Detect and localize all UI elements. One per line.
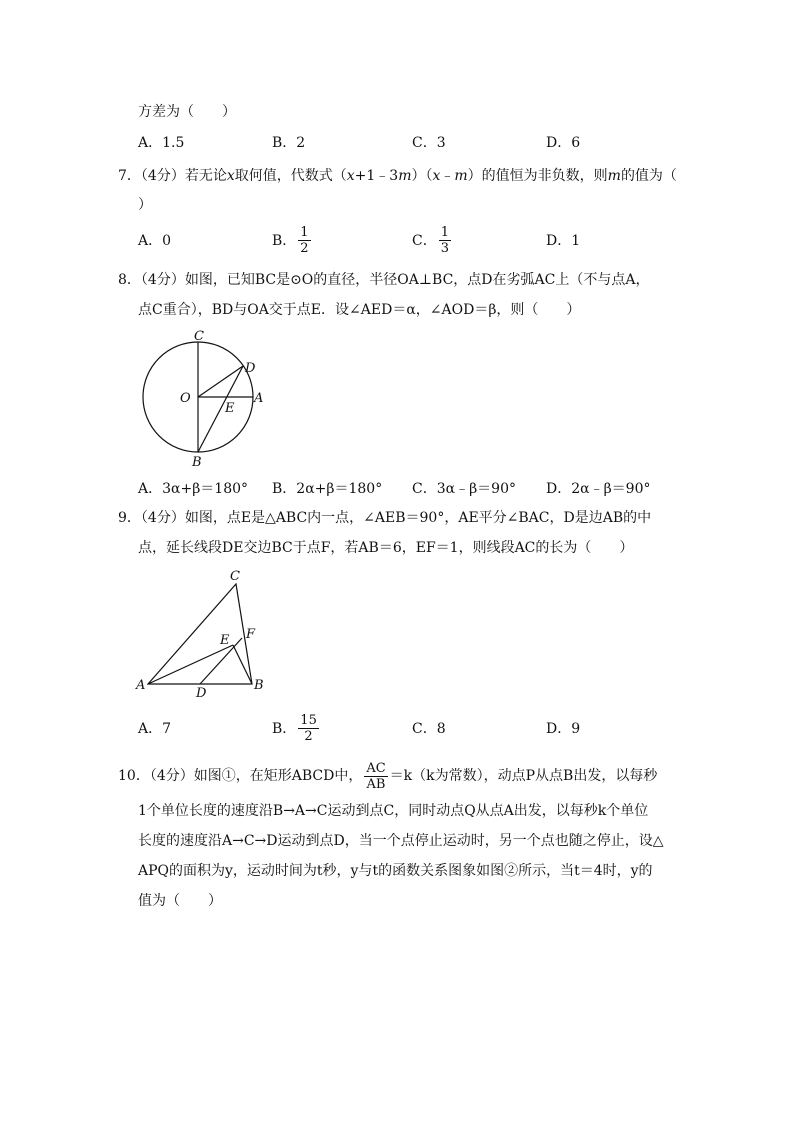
segment-od bbox=[198, 366, 243, 397]
q8-circle-figure bbox=[130, 326, 270, 472]
label-c: C bbox=[230, 569, 240, 584]
fraction: $\frac{AC}{AB}$ bbox=[366, 760, 386, 792]
fraction: $\frac{1}{2}$ bbox=[300, 224, 309, 256]
label-a: A bbox=[136, 678, 146, 693]
label-a: A bbox=[254, 391, 264, 406]
q9-option-d[interactable]: D．9 bbox=[546, 721, 581, 737]
label-o: O bbox=[180, 391, 191, 406]
fraction: $\frac{1}{3}$ bbox=[440, 224, 449, 256]
q8-options bbox=[138, 470, 698, 506]
label-d: D bbox=[245, 361, 256, 376]
label-c: C bbox=[194, 329, 204, 344]
label-b: B bbox=[254, 678, 264, 693]
q9-stem-line1: 9．（4分）如图，点E是△ABC内一点，∠AEB＝90°，AE平分∠BAC，D是边AB的中 bbox=[118, 510, 652, 526]
q10-stem-line1: 10．（4分）如图①，在矩形ABCD中， $\frac{AC}{AB}$ ＝k（k为常数），动点P从点B出发，以每秒 bbox=[118, 760, 658, 792]
q8-option-b[interactable]: B．2α+β＝180° bbox=[272, 481, 383, 497]
q8-stem-line2: 点C重合），BD与OA交于点E．设∠AED＝α，∠AOD＝β，则（ ） bbox=[138, 302, 581, 318]
q7-stem-line1: 7．（4分）若无论x取何值，代数式（x+1﹣3m）（x﹣m）的值恒为非负数，则m的值为（ bbox=[118, 168, 677, 184]
q7-option-b[interactable]: B． $\frac{1}{2}$ bbox=[272, 224, 309, 256]
label-b: B bbox=[192, 455, 202, 470]
fraction: $\frac{15}{2}$ bbox=[300, 712, 317, 744]
q6-option-b[interactable]: B．2 bbox=[272, 135, 306, 151]
q10-stem-line2: 1个单位长度的速度沿B→A→C运动到点C，同时动点Q从点A出发，以每秒k个单位 bbox=[138, 803, 649, 819]
label-f: F bbox=[246, 627, 256, 642]
label-e: E bbox=[220, 633, 230, 648]
q8-stem-line1: 8．（4分）如图，已知BC是⊙O的直径，半径OA⊥BC，点D在劣弧AC上（不与点A， bbox=[118, 272, 650, 288]
label-d: D bbox=[196, 686, 207, 701]
q9-options bbox=[138, 710, 698, 746]
q6-tail: 方差为（ ） bbox=[138, 104, 236, 120]
q10-stem-line5: 值为（ ） bbox=[138, 893, 222, 909]
q10-stem-line3: 长度的速度沿A→C→D运动到点D，当一个点停止运动时，另一个点也随之停止，设△ bbox=[138, 833, 664, 849]
q8-option-a[interactable]: A．3α+β＝180° bbox=[138, 481, 249, 497]
q8-option-d[interactable]: D．2α﹣β＝90° bbox=[546, 481, 651, 497]
q10-stem-line4: APQ的面积为y，运动时间为t秒，y与t的函数关系图象如图②所示，当t＝4时，y的 bbox=[138, 863, 653, 879]
q6-option-a[interactable]: A．1.5 bbox=[138, 135, 185, 151]
q7-option-c[interactable]: C． $\frac{1}{3}$ bbox=[412, 224, 449, 256]
q7-options bbox=[138, 222, 698, 258]
segment-bd bbox=[198, 366, 243, 452]
q7-option-d[interactable]: D．1 bbox=[546, 233, 581, 249]
q8-option-c[interactable]: C．3α﹣β＝90° bbox=[412, 481, 516, 497]
q6-option-d[interactable]: D．6 bbox=[546, 135, 581, 151]
label-e: E bbox=[225, 401, 235, 416]
triangle-abc bbox=[148, 584, 252, 684]
q7-option-a[interactable]: A．0 bbox=[138, 233, 172, 249]
q6-options bbox=[138, 124, 698, 160]
q6-option-c[interactable]: C．3 bbox=[412, 135, 446, 151]
q7-stem-line2: ） bbox=[138, 197, 152, 213]
q9-option-c[interactable]: C．8 bbox=[412, 721, 446, 737]
segment-ae bbox=[148, 645, 233, 684]
q9-option-a[interactable]: A．7 bbox=[138, 721, 172, 737]
q9-stem-line2: 点，延长线段DE交边BC于点F，若AB＝6，EF＝1，则线段AC的长为（ ） bbox=[138, 540, 634, 556]
q9-option-b[interactable]: B． $\frac{15}{2}$ bbox=[272, 712, 317, 744]
q9-triangle-figure bbox=[130, 566, 270, 702]
